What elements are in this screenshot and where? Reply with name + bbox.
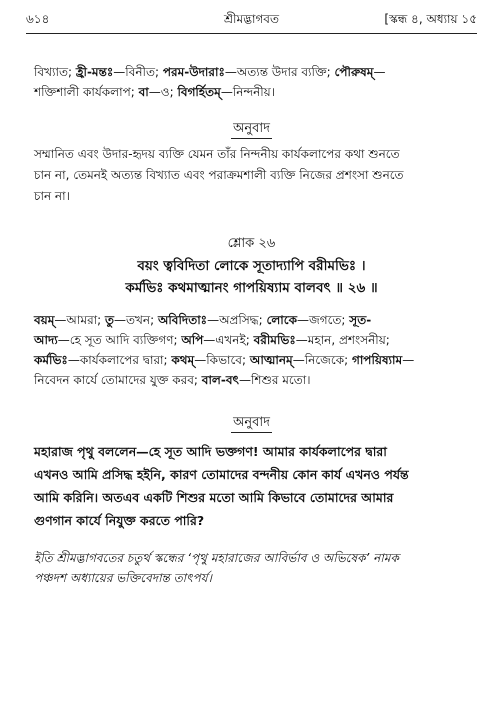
term-meaning: —অত্যন্ত উদার ব্যক্তি; [224, 65, 335, 79]
translation-line: মহারাজ পৃথু বললেন—হে সূত আদি ভক্তগণ! আমার কার্যকলাপের দ্বারা [34, 444, 387, 459]
sanskrit-term: বা [138, 85, 149, 99]
synonyms-line [34, 350, 477, 370]
translation-line: চান না, তেমনই অত্যন্ত বিখ্যাত এবং পরাক্রমশালী ব্যক্তি নিজের প্রশংসা শুনতে [34, 168, 404, 182]
sanskrit-term: লোকে [266, 313, 297, 327]
sanskrit-term: গাপয়িষ্যাম [351, 353, 403, 367]
term-meaning: —তখন; [114, 313, 158, 327]
term-meaning: —অপ্রসিদ্ধ; [207, 313, 267, 327]
sanskrit-term: অপি [181, 333, 204, 347]
term-meaning: —মহান, প্রশংসনীয়; [295, 333, 390, 347]
section-reference: [স্কন্ধ ৪, অধ্যায় ১৫ [384, 12, 477, 26]
verse-line: কর্মভিঃ কথমাত্মানং গাপয়িষ্যাম বালবৎ ॥ ২৬ ॥ [125, 280, 378, 296]
translation-heading: অনুবাদ [0, 120, 503, 139]
sanskrit-term: পরম-উদারাঃ [162, 65, 225, 79]
sanskrit-term: সূত- [349, 313, 372, 327]
synonyms-line [34, 310, 477, 330]
colophon-line: ইতি শ্রীমদ্ভাগবতের চতুর্থ স্কন্ধের ‘পৃথু মহারাজের আবির্ভাব ও অভিষেক’ নামক [34, 551, 399, 565]
translation-line: আমি করিনি। অতএব একটি শিশুর মতো আমি কিভাবে তোমাদের আমার [34, 490, 394, 505]
translation-2 [34, 440, 477, 532]
synonyms-top [34, 62, 477, 102]
sanskrit-term: বয়ম্ [34, 313, 55, 327]
synonyms-line [34, 330, 477, 350]
translation-1 [34, 144, 477, 207]
term-meaning: —কিভাবে; [194, 353, 250, 367]
sanskrit-term: আদ্য [34, 333, 58, 347]
translation-line: চান না। [34, 189, 70, 203]
term-meaning: —হে সূত আদি ব্যক্তিগণ; [57, 333, 182, 347]
sloka-verse [0, 255, 503, 299]
translation-line: এখনও আমি প্রসিদ্ধ হইনি, কারণ তোমাদের বন্দনীয় কোন কার্য এখনও পর্যন্ত [34, 467, 409, 482]
chapter-colophon [34, 548, 477, 588]
colophon-line: পঞ্চদশ অধ্যায়ের ভক্তিবেদান্ত তাৎপর্য। [34, 571, 212, 585]
page-number: ৬১৪ [26, 12, 50, 26]
sanskrit-term: কথম্ [171, 353, 195, 367]
term-meaning: —বিনীত; [113, 65, 163, 79]
sanskrit-term: অবিদিতাঃ [157, 313, 208, 327]
sanskrit-term: হ্রী-মন্তঃ [75, 65, 114, 79]
sanskrit-term: কর্মভিঃ [34, 353, 68, 367]
term-meaning: —জগতে; [296, 313, 350, 327]
page-header [26, 8, 477, 30]
term-meaning: —এখনই; [203, 333, 254, 347]
term-meaning: — [402, 353, 415, 367]
translation-line: সম্মানিত এবং উদার-হৃদয় ব্যক্তি যেমন তাঁর নিন্দনীয় কার্যকলাপের কথা শুনতে [34, 147, 400, 161]
book-title: শ্রীমদ্ভাগবত [223, 12, 279, 26]
synonyms-line [34, 370, 477, 390]
sanskrit-term: আত্মানম্ [249, 353, 293, 367]
sanskrit-term: বরীমভিঃ [253, 333, 296, 347]
term-meaning: —নিজেকে; [292, 353, 352, 367]
term-meaning: —আমরা; [54, 313, 106, 327]
synonyms-top-line [34, 62, 477, 82]
sanskrit-term: বিগর্হিতম্ [177, 85, 221, 99]
header-rule [26, 33, 477, 34]
term-meaning: — [373, 65, 386, 79]
translation-heading-2: অনুবাদ [0, 414, 503, 433]
synonyms [34, 310, 477, 390]
term-meaning: বিখ্যাত; [34, 65, 76, 79]
term-meaning: —ও; [148, 85, 178, 99]
term-meaning: শক্তিশালী কার্যকলাপ; [34, 85, 139, 99]
term-meaning: —কার্যকলাপের দ্বারা; [67, 353, 172, 367]
sanskrit-term: বাল-বৎ [201, 373, 239, 387]
sanskrit-term: তু [105, 313, 115, 327]
sanskrit-term: পৌরুষম্ [334, 65, 374, 79]
term-meaning: —শিশুর মতো। [238, 373, 311, 387]
sloka-title: শ্লোক ২৬ [227, 236, 276, 251]
synonyms-top-line [34, 82, 477, 102]
term-meaning: —নিন্দনীয়। [220, 85, 276, 99]
term-meaning: নিবেদন কার্যে তোমাদের যুক্ত করব; [34, 373, 202, 387]
translation-line: গুণগান কার্যে নিযুক্ত করতে পারি? [34, 513, 205, 528]
verse-line: বয়ং ত্ববিদিতা লোকে সূতাদ্যাপি বরীমভিঃ । [137, 258, 366, 274]
